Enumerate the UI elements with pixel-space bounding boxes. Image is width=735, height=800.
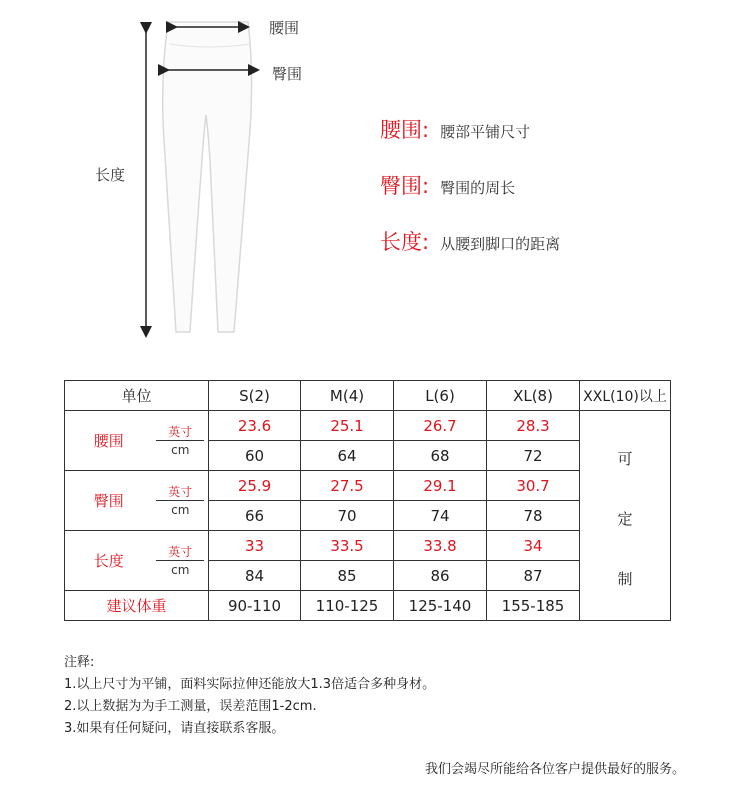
size-table: [64, 380, 671, 621]
unit-cell: [153, 531, 209, 591]
header-cell: L(6): [394, 381, 487, 411]
unit-cm-label: cm: [171, 502, 190, 517]
unit-cell: [153, 471, 209, 531]
table-cell: 28.3: [487, 411, 580, 441]
note-item: 1.以上尺寸为平铺，面料实际拉伸还能放大1.3倍适合多种身材。: [64, 677, 436, 692]
waist-diagram-label: 腰围: [269, 19, 300, 37]
row-label: 长度: [65, 531, 153, 591]
custom-char: 制: [617, 569, 633, 588]
header-cell: XXL(10)以上: [580, 381, 671, 411]
header-cell: M(4): [301, 381, 394, 411]
table-cell: 33: [209, 531, 301, 561]
table-cell: 60: [209, 441, 301, 471]
table-cell: 85: [301, 561, 394, 591]
table-cell: 110-125: [301, 591, 394, 621]
table-cell: 155-185: [487, 591, 580, 621]
table-cell: 70: [301, 501, 394, 531]
table-cell: 23.6: [209, 411, 301, 441]
table-cell: 74: [394, 501, 487, 531]
weight-label: 建议体重: [65, 591, 209, 621]
table-cell: 90-110: [209, 591, 301, 621]
legend-length: [380, 226, 560, 256]
custom-char: 可: [617, 449, 633, 468]
custom-cell: [580, 411, 671, 621]
custom-char: 定: [617, 509, 633, 528]
table-header-row: [65, 381, 671, 411]
unit-inch-label: 英寸: [168, 544, 193, 559]
unit-inch-label: 英寸: [168, 424, 193, 439]
table-row: [65, 411, 671, 441]
table-cell: 34: [487, 531, 580, 561]
note-item: 2.以上数据为为手工测量，误差范围1-2cm.: [64, 699, 317, 714]
pants-silhouette: [163, 22, 252, 332]
table-cell: 66: [209, 501, 301, 531]
table-cell: 25.9: [209, 471, 301, 501]
footer-text: 我们会竭尽所能给各位客户提供最好的服务。: [424, 762, 685, 777]
table-cell: 64: [301, 441, 394, 471]
table-cell: 29.1: [394, 471, 487, 501]
table-cell: 72: [487, 441, 580, 471]
legend-key: 长度:: [380, 230, 430, 254]
table-cell: 25.1: [301, 411, 394, 441]
unit-inch-label: 英寸: [168, 484, 193, 499]
table-cell: 27.5: [301, 471, 394, 501]
unit-cm-label: cm: [171, 562, 190, 577]
header-cell: S(2): [209, 381, 301, 411]
notes-title: 注释:: [64, 655, 95, 670]
header-cell: 单位: [65, 381, 209, 411]
legend-key: 臀围:: [380, 174, 430, 198]
hip-diagram-label: 臀围: [272, 65, 303, 83]
table-cell: 30.7: [487, 471, 580, 501]
legend-key: 腰围:: [380, 118, 430, 142]
table-cell: 125-140: [394, 591, 487, 621]
table-cell: 84: [209, 561, 301, 591]
row-label: 腰围: [65, 411, 153, 471]
table-cell: 68: [394, 441, 487, 471]
table-cell: 33.8: [394, 531, 487, 561]
unit-cm-label: cm: [171, 442, 190, 457]
legend-desc: 臀围的周长: [440, 179, 516, 197]
legend-hip: [380, 170, 515, 200]
table-cell: 78: [487, 501, 580, 531]
header-cell: XL(8): [487, 381, 580, 411]
table-cell: 33.5: [301, 531, 394, 561]
unit-cell: [153, 411, 209, 471]
legend-waist: [380, 114, 530, 144]
pants-diagram: [130, 10, 280, 345]
length-diagram-label: 长度: [95, 166, 126, 184]
note-item: 3.如果有任何疑问，请直接联系客服。: [64, 721, 285, 736]
row-label: 臀围: [65, 471, 153, 531]
table-cell: 87: [487, 561, 580, 591]
legend-desc: 腰部平铺尺寸: [440, 123, 531, 141]
table-cell: 26.7: [394, 411, 487, 441]
table-cell: 86: [394, 561, 487, 591]
legend-desc: 从腰到脚口的距离: [440, 235, 561, 253]
